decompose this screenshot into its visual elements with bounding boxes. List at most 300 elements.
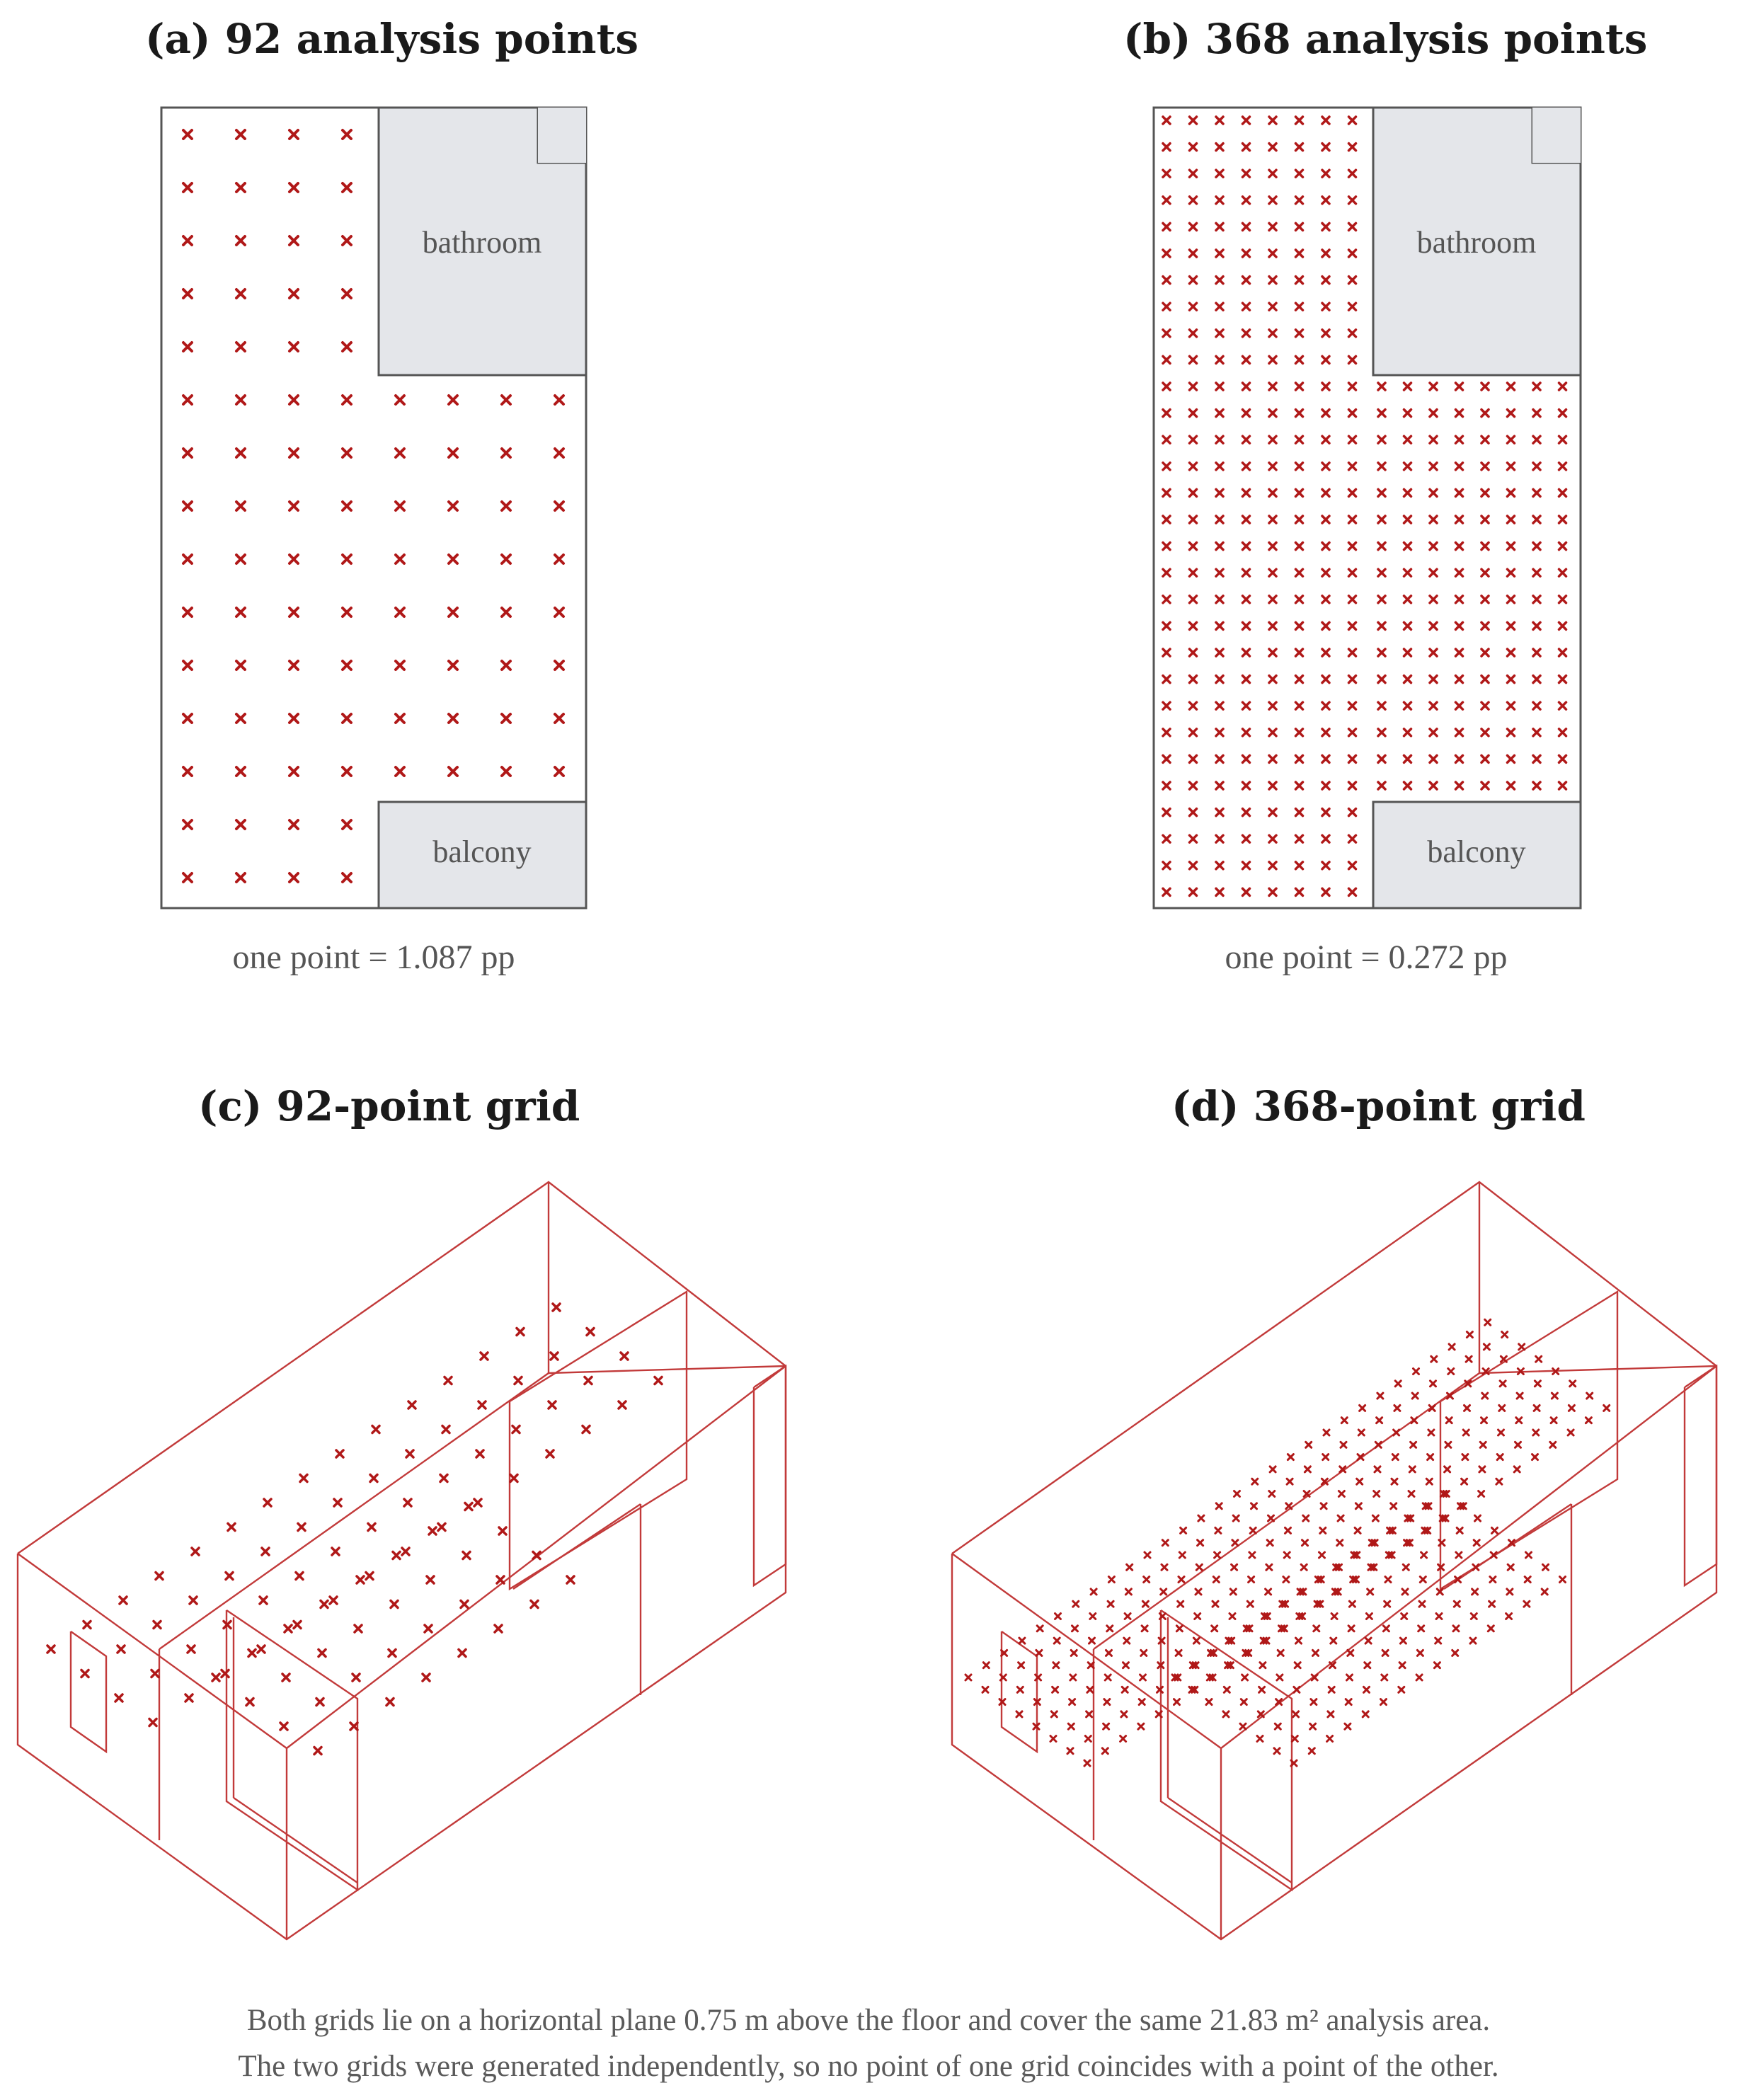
x-marker-icon: [1103, 1723, 1109, 1729]
x-marker-icon: [1162, 1540, 1168, 1546]
x-marker-icon: [285, 1625, 292, 1632]
x-marker-icon: [332, 1548, 339, 1555]
x-marker-icon: [1258, 1711, 1263, 1717]
x-marker-icon: [1479, 1467, 1485, 1472]
x-marker-icon: [1391, 1503, 1397, 1509]
x-marker-icon: [478, 1401, 486, 1408]
x-marker-icon: [1341, 1442, 1346, 1447]
x-marker-icon: [226, 1573, 233, 1580]
x-marker-icon: [1345, 1723, 1351, 1729]
box-outline: [952, 1182, 1716, 1939]
x-marker-icon: [300, 1475, 307, 1482]
x-marker-icon: [1409, 1467, 1415, 1472]
x-marker-icon: [423, 1674, 430, 1681]
x-marker-icon: [1107, 1626, 1113, 1631]
x-marker-icon: [1162, 1564, 1167, 1570]
x-marker-icon: [553, 1304, 560, 1311]
x-marker-icon: [248, 1650, 256, 1657]
wireframe-d: [952, 1182, 1716, 1939]
x-marker-icon: [1337, 1540, 1343, 1546]
x-marker-icon: [120, 1597, 127, 1604]
panel-b-title: (b) 368 analysis points: [1123, 15, 1648, 63]
x-marker-icon: [1247, 1601, 1253, 1607]
x-marker-icon: [1141, 1650, 1147, 1656]
x-marker-icon: [1127, 1564, 1133, 1570]
x-marker-icon: [1240, 1723, 1246, 1729]
x-marker-icon: [1331, 1638, 1336, 1643]
x-marker-icon: [982, 1687, 988, 1692]
x-marker-icon: [1050, 1736, 1056, 1742]
x-marker-icon: [1449, 1344, 1455, 1350]
x-marker-icon: [425, 1625, 432, 1632]
x-marker-icon: [282, 1674, 290, 1681]
x-marker-icon: [1489, 1601, 1495, 1607]
x-marker-icon: [1377, 1418, 1382, 1423]
x-marker-icon: [296, 1573, 303, 1580]
x-marker-icon: [1121, 1711, 1127, 1717]
x-marker-icon: [1586, 1418, 1591, 1423]
x-marker-icon: [298, 1524, 305, 1531]
x-marker-icon: [1283, 1577, 1289, 1583]
x-marker-icon: [1142, 1626, 1147, 1631]
x-marker-icon: [1195, 1614, 1200, 1619]
x-marker-icon: [427, 1576, 434, 1583]
window-frame: [71, 1631, 106, 1752]
x-marker-icon: [1288, 1454, 1293, 1460]
x-marker-icon: [1242, 1675, 1248, 1680]
x-marker-icon: [1122, 1687, 1128, 1692]
x-marker-icon: [1587, 1393, 1593, 1399]
x-marker-icon: [1138, 1723, 1144, 1729]
x-marker-icon: [1301, 1564, 1307, 1570]
x-marker-icon: [1053, 1663, 1059, 1668]
x-marker-icon: [246, 1699, 253, 1706]
panel-b-floor-plan: [1154, 108, 1581, 908]
x-marker-icon: [391, 1601, 398, 1608]
x-marker-icon: [264, 1499, 271, 1506]
x-marker-icon: [1416, 1675, 1422, 1680]
x-marker-icon: [212, 1674, 219, 1681]
x-marker-icon: [1604, 1405, 1610, 1411]
x-marker-icon: [1524, 1601, 1530, 1607]
x-marker-icon: [393, 1552, 400, 1559]
x-marker-icon: [459, 1650, 466, 1657]
panel-d-isometric-view: [952, 1182, 1716, 1939]
bathroom-notch: [538, 108, 586, 163]
x-marker-icon: [350, 1723, 357, 1730]
x-marker-icon: [1178, 1601, 1183, 1607]
x-marker-icon: [1418, 1626, 1424, 1631]
x-marker-icon: [1311, 1699, 1317, 1705]
panel-a-floor-plan: [161, 108, 586, 908]
x-marker-icon: [352, 1674, 360, 1681]
x-marker-icon: [1368, 1589, 1373, 1595]
x-marker-icon: [1196, 1564, 1202, 1570]
x-marker-icon: [476, 1450, 483, 1457]
x-marker-icon: [1536, 1356, 1542, 1362]
x-marker-icon: [357, 1576, 364, 1583]
x-marker-icon: [1400, 1638, 1406, 1643]
x-marker-icon: [1252, 1479, 1258, 1484]
x-marker-icon: [1302, 1540, 1308, 1546]
x-marker-icon: [1232, 1540, 1238, 1546]
x-marker-icon: [1067, 1748, 1073, 1754]
x-marker-icon: [587, 1329, 594, 1336]
x-marker-icon: [1037, 1626, 1043, 1631]
x-marker-icon: [1394, 1430, 1399, 1435]
x-marker-icon: [1497, 1454, 1503, 1460]
x-marker-icon: [1402, 1589, 1408, 1595]
x-marker-icon: [372, 1426, 379, 1433]
wireframe-c: [18, 1182, 786, 1939]
x-marker-icon: [81, 1670, 88, 1677]
x-marker-icon: [551, 1353, 558, 1360]
x-marker-icon: [1363, 1711, 1368, 1717]
x-marker-icon: [1106, 1650, 1112, 1656]
x-marker-icon: [1399, 1663, 1405, 1668]
panel-b-scale-label: one point = 0.272 pp: [1225, 939, 1508, 976]
x-marker-icon: [1198, 1515, 1204, 1521]
x-marker-icon: [1277, 1675, 1283, 1680]
x-marker-icon: [156, 1573, 163, 1580]
floor-edge: [1444, 1504, 1571, 1589]
x-marker-icon: [1233, 1515, 1239, 1521]
x-marker-icon: [1479, 1491, 1484, 1497]
x-marker-icon: [115, 1694, 122, 1702]
x-marker-icon: [1551, 1418, 1557, 1423]
x-marker-icon: [1157, 1687, 1163, 1692]
x-marker-icon: [1292, 1736, 1297, 1742]
x-marker-icon: [1278, 1650, 1283, 1656]
x-marker-icon: [1448, 1369, 1454, 1375]
x-marker-icon: [1385, 1601, 1390, 1607]
x-marker-icon: [1470, 1638, 1476, 1643]
x-marker-icon: [1105, 1675, 1111, 1680]
x-marker-icon: [619, 1401, 626, 1408]
x-marker-icon: [1382, 1650, 1388, 1656]
x-marker-icon: [1534, 1405, 1540, 1411]
x-marker-icon: [621, 1353, 628, 1360]
x-marker-icon: [1525, 1577, 1530, 1583]
x-marker-icon: [1320, 1527, 1326, 1533]
door-frame: [1168, 1798, 1292, 1883]
x-marker-icon: [1328, 1711, 1334, 1717]
x-marker-icon: [965, 1675, 971, 1680]
x-marker-icon: [1399, 1687, 1404, 1692]
x-marker-icon: [1348, 1650, 1353, 1656]
x-marker-icon: [481, 1353, 488, 1360]
x-marker-icon: [1341, 1418, 1347, 1423]
x-marker-icon: [1285, 1527, 1291, 1533]
x-marker-icon: [429, 1527, 436, 1534]
x-marker-icon: [1085, 1736, 1091, 1742]
x-marker-icon: [1321, 1503, 1326, 1509]
x-marker-icon: [1365, 1663, 1370, 1668]
x-marker-icon: [1464, 1405, 1470, 1411]
bathroom-notch: [1532, 108, 1581, 163]
x-marker-icon: [1249, 1552, 1255, 1558]
x-marker-icon: [1019, 1663, 1024, 1668]
x-marker-icon: [1570, 1381, 1576, 1387]
x-marker-icon: [316, 1699, 323, 1706]
x-marker-icon: [1532, 1454, 1538, 1460]
x-marker-icon: [1484, 1344, 1489, 1350]
x-marker-icon: [1232, 1564, 1237, 1570]
x-marker-icon: [1144, 1577, 1150, 1583]
x-marker-icon: [1179, 1552, 1185, 1558]
x-marker-icon: [1372, 1515, 1378, 1521]
x-marker-icon: [438, 1524, 445, 1531]
x-marker-icon: [321, 1601, 328, 1608]
x-marker-icon: [1306, 1442, 1312, 1447]
x-marker-icon: [440, 1475, 447, 1482]
x-marker-icon: [546, 1450, 554, 1457]
x-marker-icon: [1269, 1491, 1275, 1497]
x-marker-icon: [495, 1625, 502, 1632]
x-marker-icon: [1216, 1503, 1222, 1509]
x-marker-icon: [1392, 1454, 1398, 1460]
x-marker-icon: [84, 1622, 91, 1629]
x-marker-icon: [1145, 1552, 1150, 1558]
balcony-label: balcony: [432, 834, 532, 869]
x-marker-icon: [1392, 1479, 1397, 1484]
x-marker-icon: [1072, 1626, 1078, 1631]
x-marker-icon: [1357, 1479, 1363, 1484]
x-marker-icon: [445, 1377, 452, 1384]
x-marker-icon: [1446, 1418, 1452, 1423]
bathroom-wall: [510, 1292, 687, 1589]
x-marker-icon: [1125, 1589, 1131, 1595]
x-marker-icon: [185, 1694, 193, 1702]
x-marker-icon: [319, 1650, 326, 1657]
x-marker-icon: [1017, 1687, 1023, 1692]
x-marker-icon: [1543, 1564, 1549, 1570]
x-marker-icon: [1431, 1381, 1436, 1387]
x-marker-icon: [1454, 1601, 1460, 1607]
x-marker-icon: [1213, 1601, 1218, 1607]
x-marker-icon: [1051, 1711, 1057, 1717]
x-marker-icon: [510, 1475, 517, 1482]
x-marker-icon: [567, 1576, 574, 1583]
x-marker-icon: [1084, 1760, 1090, 1766]
x-marker-icon: [1102, 1748, 1108, 1754]
x-marker-icon: [1071, 1650, 1077, 1656]
partition-edge: [1479, 1366, 1716, 1373]
x-marker-icon: [1533, 1430, 1539, 1435]
x-marker-icon: [585, 1377, 592, 1384]
x-marker-icon: [1087, 1687, 1093, 1692]
x-marker-icon: [1535, 1381, 1540, 1387]
x-marker-icon: [280, 1723, 287, 1730]
x-marker-icon: [1507, 1589, 1513, 1595]
x-marker-icon: [1411, 1442, 1416, 1447]
x-marker-icon: [512, 1426, 520, 1433]
x-marker-icon: [1492, 1527, 1498, 1533]
x-marker-icon: [334, 1499, 341, 1506]
x-marker-icon: [117, 1646, 125, 1653]
x-marker-icon: [1472, 1589, 1478, 1595]
x-marker-icon: [1196, 1589, 1201, 1595]
x-marker-icon: [1068, 1723, 1074, 1729]
x-marker-icon: [1212, 1626, 1217, 1631]
panel-c-title: (c) 92-point grid: [198, 1082, 580, 1130]
x-marker-icon: [1120, 1736, 1126, 1742]
x-marker-icon: [1193, 1638, 1199, 1643]
x-marker-icon: [1036, 1675, 1041, 1680]
x-marker-icon: [1498, 1430, 1504, 1435]
x-marker-icon: [1174, 1699, 1180, 1705]
x-marker-icon: [404, 1499, 411, 1506]
x-marker-icon: [1087, 1711, 1092, 1717]
x-marker-icon: [1124, 1638, 1130, 1643]
x-marker-icon: [1090, 1614, 1096, 1619]
x-marker-icon: [655, 1377, 662, 1384]
x-marker-icon: [1073, 1601, 1079, 1607]
x-marker-icon: [1241, 1699, 1246, 1705]
x-marker-icon: [330, 1597, 337, 1604]
x-marker-icon: [549, 1401, 556, 1408]
x-marker-icon: [1457, 1527, 1462, 1533]
x-marker-icon: [442, 1426, 449, 1433]
markers-c: [47, 1304, 662, 1755]
x-marker-icon: [1234, 1491, 1240, 1497]
x-marker-icon: [1284, 1552, 1290, 1558]
x-marker-icon: [1490, 1577, 1496, 1583]
x-marker-icon: [1176, 1650, 1181, 1656]
x-marker-icon: [1215, 1552, 1220, 1558]
x-marker-icon: [461, 1601, 468, 1608]
x-marker-icon: [1403, 1564, 1409, 1570]
x-marker-icon: [1295, 1663, 1300, 1668]
x-marker-icon: [1569, 1405, 1574, 1411]
x-marker-icon: [258, 1646, 265, 1653]
x-marker-icon: [1036, 1650, 1042, 1656]
x-marker-icon: [1480, 1442, 1486, 1447]
x-marker-icon: [1552, 1393, 1557, 1399]
x-marker-icon: [154, 1622, 161, 1629]
x-marker-icon: [1176, 1626, 1182, 1631]
x-marker-icon: [583, 1426, 590, 1433]
x-marker-icon: [1481, 1418, 1487, 1423]
partition-edge: [549, 1366, 786, 1373]
x-marker-icon: [1296, 1638, 1302, 1643]
x-marker-icon: [1355, 1503, 1361, 1509]
x-marker-icon: [1123, 1663, 1129, 1668]
x-marker-icon: [1417, 1650, 1423, 1656]
x-marker-icon: [1206, 1699, 1212, 1705]
x-marker-icon: [149, 1719, 156, 1726]
x-marker-icon: [1445, 1442, 1451, 1447]
x-marker-icon: [1223, 1711, 1229, 1717]
x-marker-icon: [366, 1573, 373, 1580]
x-marker-icon: [1412, 1393, 1418, 1399]
x-marker-icon: [190, 1597, 197, 1604]
x-marker-icon: [1338, 1491, 1344, 1497]
x-marker-icon: [402, 1548, 409, 1555]
x-marker-icon: [1385, 1577, 1391, 1583]
floor-edge: [513, 1504, 641, 1589]
x-marker-icon: [1310, 1723, 1316, 1729]
x-marker-icon: [1542, 1589, 1547, 1595]
x-marker-icon: [1560, 1577, 1566, 1583]
x-marker-icon: [1485, 1319, 1491, 1325]
balcony-wall: [227, 1610, 357, 1890]
x-marker-icon: [406, 1450, 413, 1457]
x-marker-icon: [1360, 1405, 1365, 1411]
x-marker-icon: [1500, 1381, 1506, 1387]
x-marker-icon: [1475, 1515, 1481, 1521]
x-marker-icon: [1313, 1650, 1319, 1656]
x-marker-icon: [1355, 1527, 1360, 1533]
x-marker-icon: [1496, 1479, 1502, 1484]
x-marker-icon: [1054, 1638, 1060, 1643]
x-marker-icon: [1274, 1748, 1280, 1754]
x-marker-icon: [355, 1625, 362, 1632]
x-marker-icon: [474, 1499, 481, 1506]
x-marker-icon: [1327, 1736, 1333, 1742]
x-marker-icon: [1055, 1614, 1061, 1619]
x-marker-icon: [408, 1401, 415, 1408]
x-marker-icon: [1309, 1748, 1314, 1754]
x-marker-icon: [1348, 1626, 1354, 1631]
panel-a-title: (a) 92 analysis points: [145, 15, 639, 63]
x-marker-icon: [1550, 1442, 1556, 1447]
x-marker-icon: [1314, 1626, 1319, 1631]
x-marker-icon: [1213, 1577, 1219, 1583]
x-marker-icon: [515, 1377, 522, 1384]
x-marker-icon: [517, 1329, 524, 1336]
x-marker-icon: [1303, 1515, 1309, 1521]
x-marker-icon: [1463, 1430, 1469, 1435]
x-marker-icon: [1104, 1699, 1110, 1705]
x-marker-icon: [1091, 1589, 1096, 1595]
partition-edge: [1094, 1373, 1479, 1649]
markers-d: [965, 1319, 1610, 1766]
x-marker-icon: [1453, 1626, 1459, 1631]
x-marker-icon: [1198, 1540, 1203, 1546]
x-marker-icon: [1108, 1601, 1113, 1607]
x-marker-icon: [1526, 1552, 1532, 1558]
x-marker-icon: [1268, 1515, 1274, 1521]
x-marker-icon: [1374, 1491, 1380, 1497]
x-marker-icon: [1070, 1699, 1075, 1705]
x-marker-icon: [1381, 1699, 1387, 1705]
x-marker-icon: [370, 1475, 377, 1482]
x-marker-icon: [1474, 1540, 1479, 1546]
x-marker-icon: [1471, 1614, 1477, 1619]
x-marker-icon: [1266, 1589, 1271, 1595]
caption-line-1: Both grids lie on a horizontal plane 0.75 m above the floor and cover the same 21.83 m² analysis area.: [246, 2004, 1491, 2037]
bathroom-label: bathroom: [1416, 225, 1537, 260]
x-marker-icon: [1230, 1589, 1236, 1595]
panel-a-scale-label: one point = 1.087 pp: [232, 939, 515, 976]
x-marker-icon: [1286, 1503, 1292, 1509]
side-window-frame: [754, 1366, 786, 1585]
panel-c-isometric-view: [18, 1182, 786, 1939]
x-marker-icon: [222, 1670, 229, 1677]
x-marker-icon: [1140, 1675, 1146, 1680]
x-marker-icon: [465, 1503, 472, 1510]
x-marker-icon: [47, 1646, 55, 1653]
x-marker-icon: [1108, 1577, 1114, 1583]
x-marker-icon: [1428, 1430, 1434, 1435]
x-marker-icon: [1347, 1675, 1353, 1680]
x-marker-icon: [151, 1670, 159, 1677]
x-marker-icon: [1139, 1699, 1145, 1705]
x-marker-icon: [1466, 1356, 1472, 1362]
x-marker-icon: [1508, 1564, 1513, 1570]
x-marker-icon: [1409, 1491, 1414, 1497]
